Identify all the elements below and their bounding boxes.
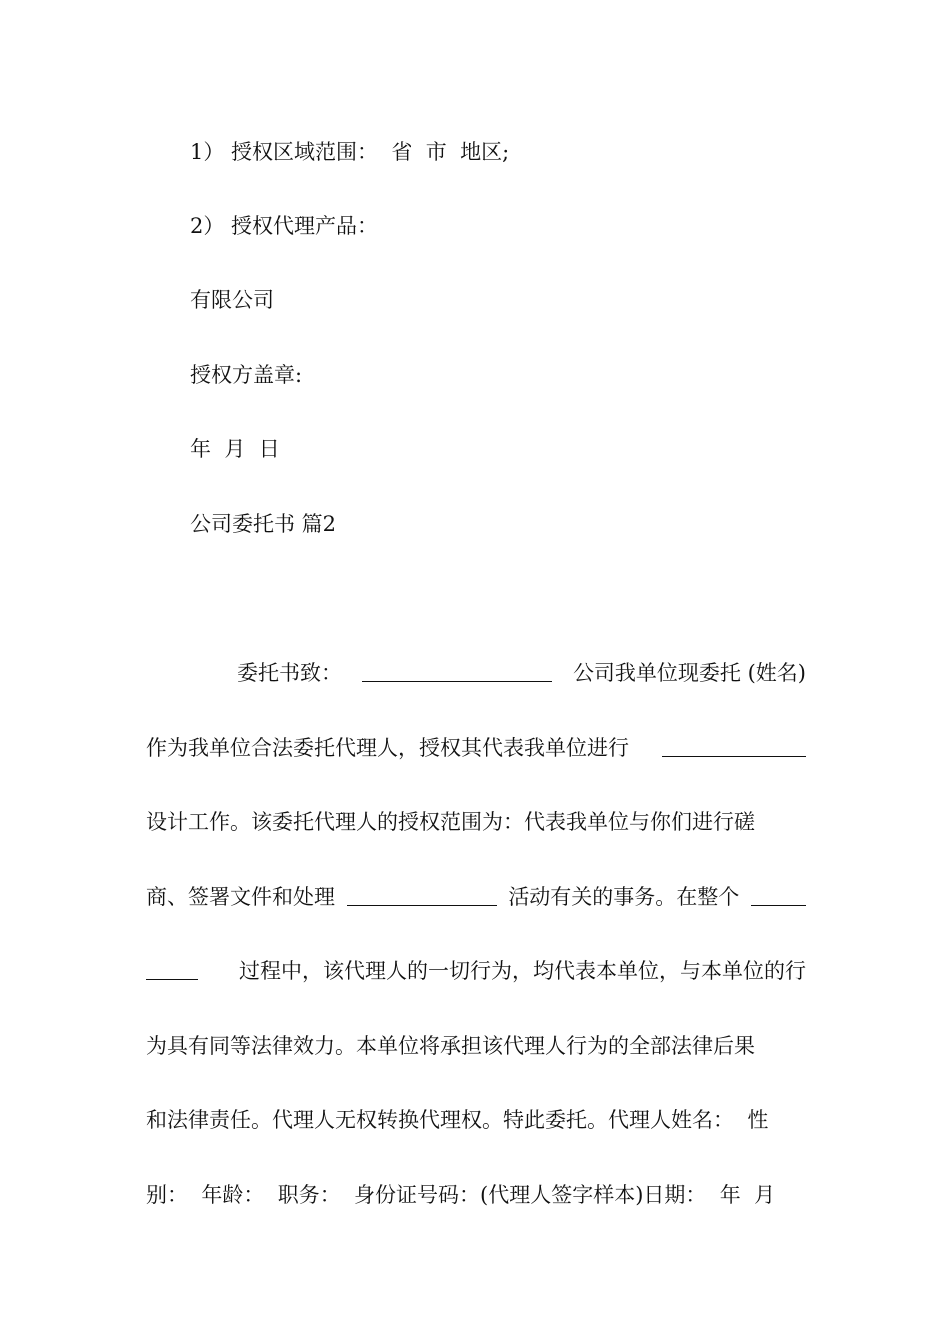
company-blank — [362, 661, 552, 682]
letter-line-8 — [146, 1183, 806, 1207]
letter-line-4 — [146, 885, 806, 909]
process-blank-end — [146, 959, 198, 980]
company-name-line: 有限公司 — [190, 288, 274, 312]
project-blank — [662, 736, 806, 757]
letter-line-3-text: 设计工作。该委托代理人的授权范围为：代表我单位与你们进行磋 — [146, 810, 755, 834]
activity-blank — [347, 885, 497, 906]
letter-line-7 — [146, 1108, 806, 1132]
letter-line-2-text: 作为我单位合法委托代理人，授权其代表我单位进行 — [146, 736, 629, 760]
letter-line-4-text-a: 商、签署文件和处理 — [146, 885, 335, 909]
letter-line-6 — [146, 1034, 806, 1058]
letter-line-6-text: 为具有同等法律效力。本单位将承担该代理人行为的全部法律后果 — [146, 1034, 755, 1058]
section-heading: 公司委托书 篇2 — [190, 512, 337, 536]
authorizer-seal-line: 授权方盖章: — [190, 363, 303, 387]
date-line: 年 月 日 — [190, 437, 280, 461]
letter-line-2 — [146, 736, 806, 760]
authorization-product-item: 2） 授权代理产品： — [190, 214, 379, 238]
letter-line-1 — [237, 661, 806, 685]
letter-line-7-text: 和法律责任。代理人无权转换代理权。特此委托。代理人姓名： 性 — [146, 1108, 769, 1132]
process-blank-start — [751, 885, 806, 906]
letter-line-4-text-b: 活动有关的事务。在整个 — [508, 885, 740, 909]
letter-line-3 — [146, 810, 806, 834]
letter-line-8-text: 别： 年龄： 职务： 身份证号码：(代理人签字样本)日期： 年 月 — [146, 1183, 776, 1207]
letter-line-5 — [146, 959, 806, 983]
letter-line-5-text: 过程中，该代理人的一切行为，均代表本单位，与本单位的行 — [239, 959, 806, 983]
authorization-region-item: 1） 授权区域范围： 省 市 地区; — [190, 140, 510, 164]
letter-salutation: 委托书致： — [237, 661, 342, 685]
letter-line-1-text: 公司我单位现委托 (姓名) — [572, 661, 806, 685]
